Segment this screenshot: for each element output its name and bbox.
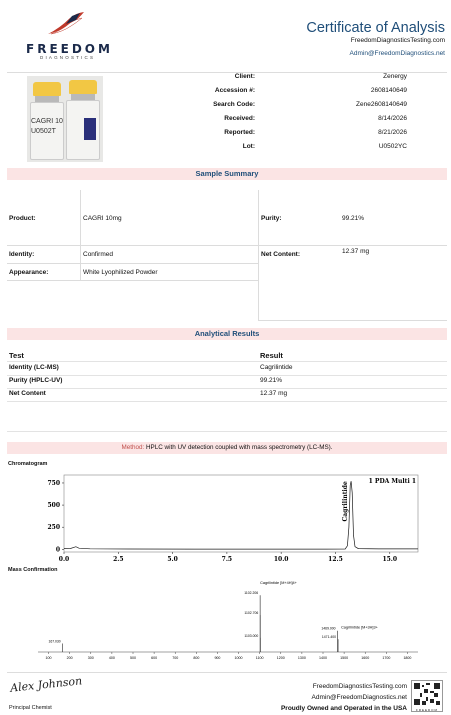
appearance-label: Appearance: (9, 269, 49, 276)
chromatogram-y-tick-label-2: 500 (47, 502, 60, 510)
mass-x-tick-label-9: 1000 (234, 656, 243, 660)
results-table (7, 347, 447, 432)
method-text: HPLC with UV detection coupled with mass spectrometry (LC-MS). (145, 444, 333, 451)
brand-sub: DIAGNOSTICS (40, 55, 96, 60)
mass-annotation-3h: Cagrilintide [M+3H]3+ (341, 625, 378, 630)
sample-summary-grid (7, 190, 447, 320)
chromatogram-x-tick-label-0: 0.0 (58, 556, 70, 563)
chromatogram-y-tick-label-3: 750 (47, 479, 60, 487)
footer-website[interactable]: FreedomDiagnosticsTesting.com (312, 683, 407, 690)
mass-x-tick-label-7: 800 (193, 656, 200, 660)
analytical-results-band (7, 328, 447, 340)
result-value-2: 12.37 mg (260, 390, 288, 397)
flag-logo-icon (46, 10, 88, 36)
mass-x-tick-label-17: 1800 (403, 656, 412, 660)
footer-email[interactable]: Admin@FreedomDiagnostics.net (311, 694, 407, 701)
mass-peak-label-3: 1103.000 (244, 633, 259, 638)
brand-name: FREEDOM (26, 42, 113, 56)
chromatogram-chart (8, 470, 448, 565)
identity-label: Identity: (9, 251, 35, 258)
method-band (7, 442, 447, 454)
result-value-0: Cagrilintide (260, 364, 293, 371)
info-label-4: Reported: (224, 129, 255, 136)
info-label-3: Received: (224, 115, 255, 122)
info-value-3: 8/14/2026 (378, 115, 407, 122)
chromatogram-x-tick-label-1: 2.5 (113, 556, 124, 563)
qr-caption: FREEDOM (416, 708, 438, 712)
chromatogram-y-tick-label-1: 250 (47, 524, 60, 532)
qr-code-icon (414, 683, 440, 705)
product-photo (27, 76, 103, 162)
net-content-label: Net Content: (261, 251, 300, 258)
sample-summary-band (7, 168, 447, 180)
chromatogram-x-tick-label-2: 5.0 (167, 556, 178, 563)
result-value-1: 99.21% (260, 377, 283, 384)
mass-spectrum-chart (8, 576, 448, 666)
mass-peak-label-1: 1102.206 (244, 591, 259, 596)
chromatogram-x-tick-label-3: 7.5 (221, 556, 233, 563)
info-value-4: 8/21/2026 (378, 129, 407, 136)
mass-confirmation-title: Mass Confirmation (8, 567, 58, 573)
mass-x-tick-label-3: 400 (108, 656, 115, 660)
signature: Alex Johnson (9, 674, 83, 695)
info-label-0: Client: (234, 73, 255, 80)
mass-x-tick-label-6: 700 (172, 656, 179, 660)
mass-x-tick-label-11: 1200 (276, 656, 285, 660)
vial-left (30, 82, 64, 162)
product-label: Product: (9, 215, 36, 222)
mass-x-tick-label-15: 1600 (361, 656, 370, 660)
net-content-value: 12.37 mg (342, 248, 370, 255)
mass-peak-label-5: 1471.400 (321, 635, 337, 640)
chromatogram-x-tick-label-6: 15.0 (382, 556, 398, 563)
mass-x-tick-label-2: 300 (87, 656, 94, 660)
chromatogram-title: Chromatogram (8, 461, 48, 467)
mass-x-tick-label-10: 1100 (255, 656, 264, 660)
info-label-1: Accession #: (214, 87, 255, 94)
mass-x-tick-label-12: 1300 (297, 656, 306, 660)
header (0, 0, 451, 70)
chromatogram-x-tick-label-4: 10.0 (273, 556, 289, 563)
page-title: Certificate of Analysis (306, 20, 445, 36)
identity-value: Confirmed (83, 251, 113, 258)
footer-tagline: Proudly Owned and Operated in the USA (280, 705, 407, 712)
purity-value: 99.21% (342, 215, 365, 222)
header-website[interactable]: FreedomDiagnosticsTesting.com (350, 37, 445, 44)
mass-peak-label-0: 167.030 (48, 639, 61, 644)
product-value: CAGRI 10mg (83, 215, 122, 222)
signer-title: Principal Chemist (9, 705, 52, 711)
chromatogram-trace (64, 481, 418, 549)
sample-summary-title: Sample Summary (195, 169, 259, 178)
chromatogram-x-tick-label-5: 12.5 (328, 556, 343, 563)
info-label-2: Search Code: (213, 101, 255, 108)
info-label-5: Lot: (242, 143, 255, 150)
mass-annotation-4h: Cagrilintide [M+4H]4+ (260, 581, 297, 586)
mass-x-tick-label-1: 200 (66, 656, 73, 660)
mass-x-tick-label-13: 1400 (319, 656, 327, 660)
chromatogram-peak-label: Cagrilintide (342, 481, 350, 522)
mass-x-tick-label-14: 1500 (340, 656, 349, 660)
info-value-5: U0502YC (378, 143, 407, 150)
qr-code[interactable] (411, 680, 443, 712)
mass-x-tick-label-16: 1700 (382, 656, 391, 660)
chromatogram-detector-label: 1 PDA Multi 1 (368, 478, 416, 485)
footer-divider (7, 672, 447, 673)
info-value-2: Zene2608140649 (356, 101, 407, 108)
info-panel (195, 73, 410, 155)
col-result-header: Result (260, 351, 283, 360)
mass-peak-label-4: 1469.000 (321, 626, 336, 631)
mass-x-tick-label-5: 600 (151, 656, 158, 660)
info-value-1: 2608140649 (370, 87, 407, 94)
mass-x-tick-label-8: 900 (214, 656, 221, 660)
header-email[interactable]: Admin@FreedomDiagnostics.net (349, 50, 445, 57)
result-test-1: Purity (HPLC-UV) (9, 377, 63, 384)
mass-x-tick-label-0: 100 (45, 656, 52, 660)
mass-peak-label-2: 1102.706 (244, 611, 259, 616)
chromatogram-y-tick-label-0: 0 (55, 546, 60, 554)
purity-label: Purity: (261, 215, 282, 222)
result-test-0: Identity (LC-MS) (9, 364, 59, 371)
appearance-value: White Lyophilized Powder (83, 269, 158, 276)
info-value-0: Zenergy (383, 73, 407, 80)
col-test-header: Test (9, 351, 24, 360)
chromatogram-frame (64, 475, 418, 552)
mass-x-tick-label-4: 500 (130, 656, 136, 660)
analytical-results-title: Analytical Results (194, 329, 260, 338)
vial-right (66, 80, 100, 162)
vial-label-line2: U0502T (31, 128, 56, 135)
result-test-2: Net Content (9, 390, 46, 397)
vial-label-line1: CAGRI 10 (31, 118, 63, 125)
method-label: Method: (121, 444, 145, 451)
